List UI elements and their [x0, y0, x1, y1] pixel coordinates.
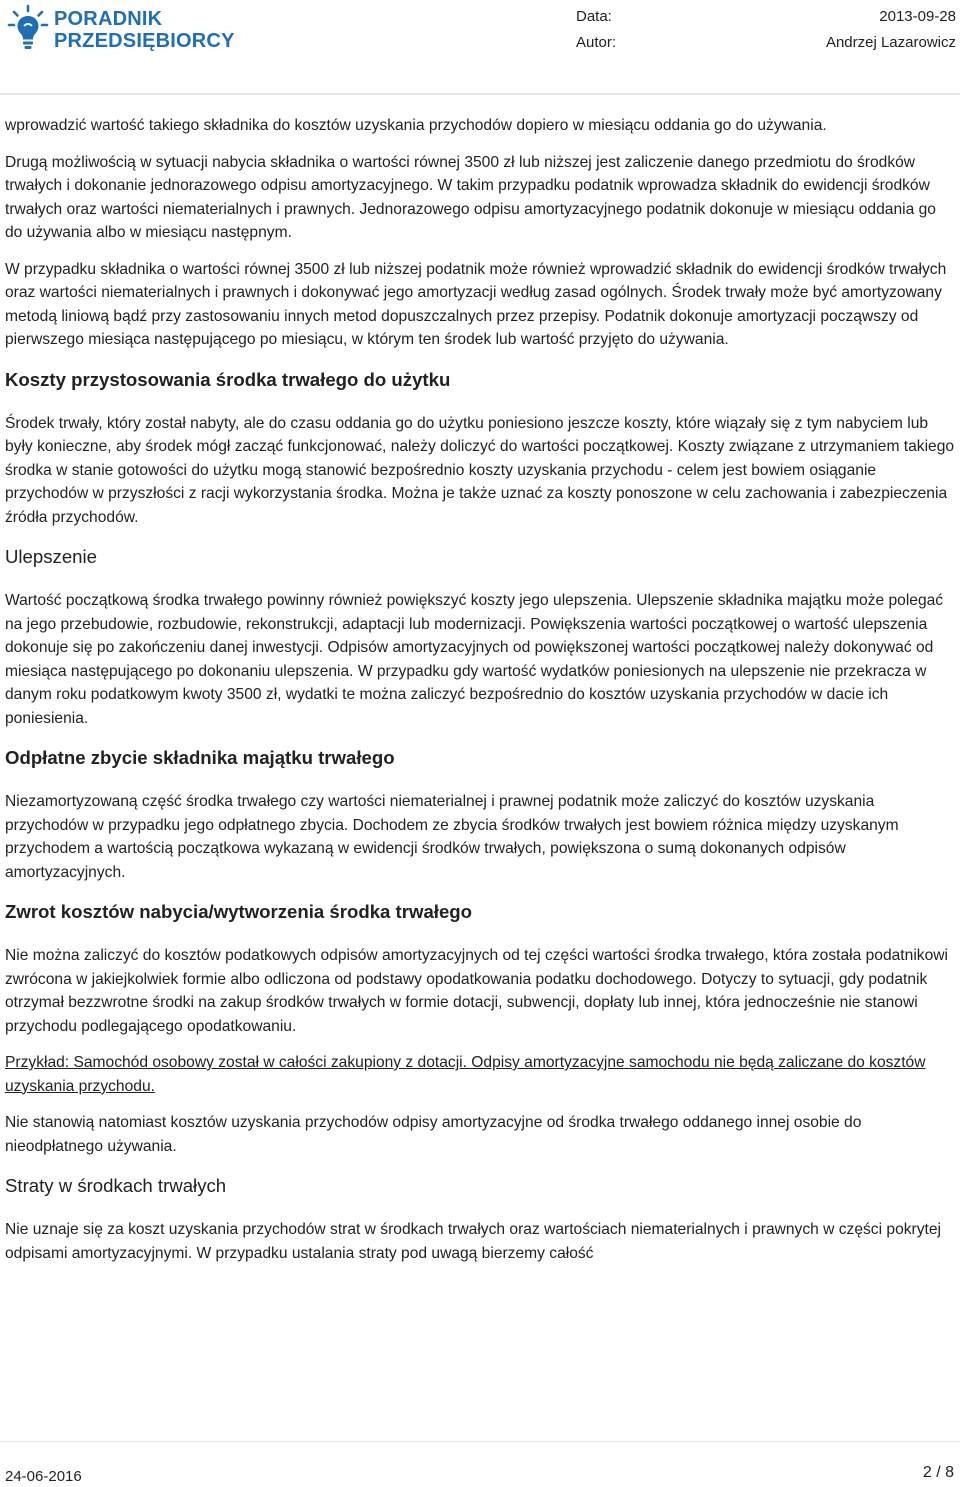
document-meta — [576, 4, 956, 56]
paragraph: Nie uznaje się za koszt uzyskania przychodów strat w środkach trwałych oraz wartościach niematerialnych i prawnych w części pokrytej odpisami amortyzacyjnymi. W przypadku ustalania straty pod uwagą bierzemy całość — [5, 1221, 941, 1262]
section-heading: Odpłatne zbycie składnika majątku trwałego — [5, 747, 395, 768]
footer-date: 24-06-2016 — [5, 1468, 82, 1485]
section-heading: Koszty przystosowania środka trwałego do użytku — [5, 368, 451, 390]
paragraph: Wartość początkową środka trwałego powinny również powiększyć koszty jego ulepszenia. Ulepszenie składnika majątku może polegać na jego przebudowie, rozbudowie, rekonstrukcji, adaptacji lub modernizacji. Powiększenia wartości początkowej o wartość ulepszenia dokonuje się po zakończeniu danej inwestycji. Odpisów amortyzacyjnych od powiększonej wartości początkowej należy dokonywać od miesiąca następującego po dokonaniu ulepszenia. W przypadku gdy wartość wydatków poniesionych na ulepszenie nie przekracza w danym roku podatkowym kwoty 3500 zł, wydatki te można zaliczyć bezpośrednio do kosztów uzyskania przychodów w dacie ich poniesienia. — [5, 592, 944, 727]
paragraph: Środek trwały, który został nabyty, ale do czasu oddania go do użytku poniesiono jeszcze koszty, które wiązały się z tym nabyciem lub były konieczne, aby środek mógł zacząć funkcjonować, należy doliczyć do wartości początkowej. Koszty związane z utrzymaniem takiego środka w stanie gotowości do użytku mogą stanowić bezpośrednio koszty uzyskania przychodu - celem jest bowiem osiąganie przychodów w przyszłości z racji wykorzystania środka. Można je także uznać za koszty ponoszone w celu zachowania i zabezpieczenia źródła przychodów. — [5, 414, 955, 526]
lightbulb-logo-icon — [6, 4, 50, 52]
logo-line-2: PRZEDSIĘBIORCY — [54, 30, 235, 52]
author-value: Andrzej Lazarowicz — [825, 34, 956, 51]
section-heading: Ulepszenie — [5, 546, 97, 567]
page-header — [0, 0, 960, 90]
paragraph: Nie stanowią natomiast kosztów uzyskania przychodów odpisy amortyzacyjne od środka trwałego oddanego innej osobie do nieodpłatnego używania. — [5, 1114, 862, 1155]
logo-line-1: PORADNIK — [54, 8, 163, 30]
section-heading: Straty w środkach trwałych — [5, 1175, 227, 1196]
footer-divider — [0, 1441, 960, 1442]
header-divider — [0, 93, 960, 95]
page-number: 2 / 8 — [922, 1464, 954, 1481]
article-body — [5, 114, 955, 1278]
logo-text — [54, 8, 284, 52]
paragraph: Drugą możliwością w sytuacji nabycia składnika o wartości równej 3500 zł lub niższej jest zaliczenie danego przedmiotu do środków trwałych i dokonanie jednorazowego odpisu amortyzacyjnego. W takim przypadku podatnik wprowadza składnik do ewidencji środków trwałych oraz wartości niematerialnych i prawnych. Jednorazowego odpisu amortyzacyjnego podatnik dokonuje w miesiącu oddania go do używania albo w miesiącu następnym. — [5, 153, 936, 241]
paragraph: W przypadku składnika o wartości równej 3500 zł lub niższej podatnik może również wprowadzić składnik do ewidencji środków trwałych oraz wartości niematerialnych i prawnych i dokonywać jego amortyzacji według zasad ogólnych. Środek trwały może być amortyzowany metodą liniową bądź przy zastosowaniu innych metod dopuszczalnych przez przepisy. Podatnik dokonuje amortyzacji począwszy od pierwszego miesiąca następującego po miesiącu, w którym ten środek lub wartość przyjęto do używania. — [5, 260, 947, 348]
author-label: Autor: — [576, 34, 617, 51]
paragraph: Niezamortyzowaną część środka trwałego czy wartości niematerialnej i prawnej podatnik może zaliczyć do kosztów uzyskania przychodów w przypadku jego odpłatnego zbycia. Dochodem ze zbycia środków trwałych jest bowiem różnica między uzyskanym przychodem a wartością początkowa wykazaną w ewidencji środków trwałych, powiększona o sumą dokonanych odpisów amortyzacyjnych. — [5, 793, 899, 881]
date-label: Data: — [576, 8, 612, 25]
paragraph: wprowadzić wartość takiego składnika do kosztów uzyskania przychodów dopiero w miesiącu oddania go do używania. — [5, 117, 827, 134]
date-row — [576, 4, 956, 30]
date-value: 2013-09-28 — [879, 8, 956, 25]
section-heading: Zwrot kosztów nabycia/wytworzenia środka trwałego — [5, 901, 473, 922]
example-paragraph: Przykład: Samochód osobowy został w całości zakupiony z dotacji. Odpisy amortyzacyjne samochodu nie będą zaliczane do kosztów uzyskania przychodu. — [5, 1054, 926, 1095]
author-row — [576, 30, 956, 56]
paragraph: Nie można zaliczyć do kosztów podatkowych odpisów amortyzacyjnych od tej części wartości środka trwałego, która została podatnikowi zwrócona w jakiejkolwiek formie albo odliczona od podstawy opodatkowania podatku dochodowego. Dotyczy to sytuacji, gdy podatnik otrzymał bezzwrotne środki na zakup środków trwałych w formie dotacji, subwencji, dopłaty lub innej, która jednocześnie nie stanowi przychodu podlegającego opodatkowaniu. — [5, 947, 948, 1035]
